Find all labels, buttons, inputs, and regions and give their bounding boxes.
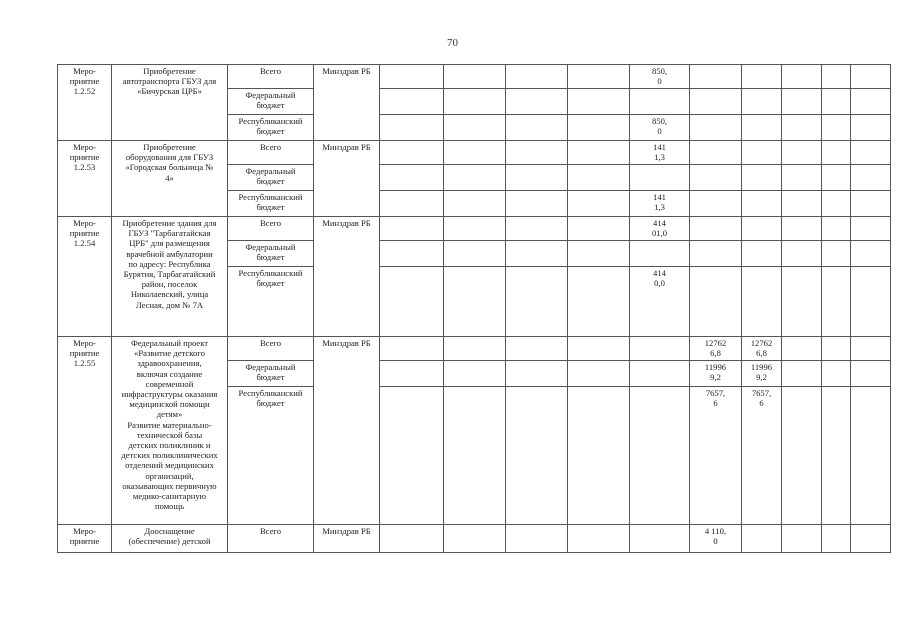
- value-cell: [742, 165, 782, 191]
- value-cell: [444, 267, 506, 337]
- value-cell: [380, 115, 444, 141]
- value-cell: [822, 165, 851, 191]
- value-cell: 850, 0: [630, 65, 690, 89]
- value-cell: [444, 115, 506, 141]
- value-cell: [690, 165, 742, 191]
- value-cell: [851, 337, 891, 361]
- value-cell: [444, 65, 506, 89]
- value-cell: [690, 141, 742, 165]
- value-cell: [568, 361, 630, 387]
- value-cell: [568, 267, 630, 337]
- table-row: [58, 65, 891, 89]
- value-cell: [630, 337, 690, 361]
- value-cell: [782, 337, 822, 361]
- value-cell: [380, 141, 444, 165]
- measure-name: Приобретение оборудования для ГБУЗ «Городская больница № 4»: [112, 141, 228, 217]
- value-cell: [851, 361, 891, 387]
- value-cell: 11996 9,2: [742, 361, 782, 387]
- value-cell: [444, 217, 506, 241]
- value-cell: [568, 241, 630, 267]
- value-cell: [630, 361, 690, 387]
- funding-source: Федеральный бюджет: [228, 165, 314, 191]
- value-cell: [630, 241, 690, 267]
- value-cell: [851, 89, 891, 115]
- value-cell: [782, 217, 822, 241]
- measure-code: Меро- приятие 1.2.53: [58, 141, 112, 217]
- value-cell: [444, 241, 506, 267]
- value-cell: 850, 0: [630, 115, 690, 141]
- value-cell: [380, 361, 444, 387]
- value-cell: 141 1,3: [630, 141, 690, 165]
- value-cell: [742, 267, 782, 337]
- value-cell: [630, 165, 690, 191]
- value-cell: [690, 217, 742, 241]
- value-cell: [851, 115, 891, 141]
- value-cell: [822, 141, 851, 165]
- value-cell: [506, 141, 568, 165]
- funding-source: Всего: [228, 337, 314, 361]
- value-cell: [444, 89, 506, 115]
- value-cell: [380, 191, 444, 217]
- value-cell: [782, 387, 822, 525]
- value-cell: [822, 217, 851, 241]
- funding-source: Всего: [228, 525, 314, 553]
- value-cell: [380, 217, 444, 241]
- value-cell: [782, 361, 822, 387]
- value-cell: [782, 191, 822, 217]
- value-cell: [782, 115, 822, 141]
- value-cell: [782, 65, 822, 89]
- measure-name: Приобретение автотранспорта ГБУЗ для «Бичурская ЦРБ»: [112, 65, 228, 141]
- value-cell: [506, 217, 568, 241]
- measure-code: Меро- приятие: [58, 525, 112, 553]
- value-cell: [742, 89, 782, 115]
- value-cell: [690, 89, 742, 115]
- value-cell: [782, 267, 822, 337]
- value-cell: 414 01,0: [630, 217, 690, 241]
- value-cell: [506, 115, 568, 141]
- value-cell: [822, 115, 851, 141]
- value-cell: [506, 65, 568, 89]
- funding-source: Республиканский бюджет: [228, 191, 314, 217]
- value-cell: [822, 337, 851, 361]
- funding-source: Республиканский бюджет: [228, 115, 314, 141]
- value-cell: [782, 525, 822, 553]
- funding-source: Республиканский бюджет: [228, 267, 314, 337]
- value-cell: [742, 241, 782, 267]
- table-row: [58, 141, 891, 165]
- value-cell: [444, 361, 506, 387]
- value-cell: [851, 267, 891, 337]
- value-cell: [851, 165, 891, 191]
- value-cell: [506, 241, 568, 267]
- funding-source: Республиканский бюджет: [228, 387, 314, 525]
- value-cell: [568, 337, 630, 361]
- value-cell: [380, 241, 444, 267]
- value-cell: [822, 387, 851, 525]
- value-cell: [630, 525, 690, 553]
- value-cell: [822, 525, 851, 553]
- funding-source: Всего: [228, 65, 314, 89]
- value-cell: [380, 337, 444, 361]
- value-cell: 414 0,0: [630, 267, 690, 337]
- value-cell: [568, 387, 630, 525]
- value-cell: 11996 9,2: [690, 361, 742, 387]
- value-cell: [690, 191, 742, 217]
- value-cell: [690, 115, 742, 141]
- value-cell: 12762 6,8: [742, 337, 782, 361]
- executor: Минздрав РБ: [314, 217, 380, 337]
- table-row: [58, 525, 891, 553]
- table-row: [58, 337, 891, 361]
- value-cell: [630, 89, 690, 115]
- value-cell: [568, 141, 630, 165]
- value-cell: [742, 191, 782, 217]
- value-cell: [380, 267, 444, 337]
- value-cell: [851, 217, 891, 241]
- value-cell: 4 110, 0: [690, 525, 742, 553]
- value-cell: [782, 165, 822, 191]
- value-cell: [444, 337, 506, 361]
- value-cell: [742, 65, 782, 89]
- value-cell: 141 1,3: [630, 191, 690, 217]
- funding-source: Федеральный бюджет: [228, 241, 314, 267]
- value-cell: [851, 65, 891, 89]
- value-cell: [782, 141, 822, 165]
- value-cell: [851, 525, 891, 553]
- measure-name: Федеральный проект «Развитие детского здравоохранения, включая создание современной инфраструктуры оказания медицинской помощи детям» Развитие материально- технической базы детских поликлиник и детских поликлинических отделений медицинских организаций, оказывающих первичную медико-санитарную помощь: [112, 337, 228, 525]
- value-cell: 7657, 6: [690, 387, 742, 525]
- value-cell: [380, 525, 444, 553]
- value-cell: [690, 267, 742, 337]
- value-cell: [851, 191, 891, 217]
- table-row: [58, 217, 891, 241]
- value-cell: [506, 165, 568, 191]
- program-measures-table: [57, 64, 891, 553]
- value-cell: [568, 89, 630, 115]
- value-cell: [380, 65, 444, 89]
- measure-name: Дооснащение (обеспечение) детской: [112, 525, 228, 553]
- value-cell: [444, 141, 506, 165]
- value-cell: [630, 387, 690, 525]
- value-cell: [380, 89, 444, 115]
- measure-code: Меро- приятие 1.2.52: [58, 65, 112, 141]
- value-cell: [742, 141, 782, 165]
- value-cell: [822, 89, 851, 115]
- measure-code: Меро- приятие 1.2.55: [58, 337, 112, 525]
- value-cell: [690, 65, 742, 89]
- value-cell: [742, 525, 782, 553]
- value-cell: [506, 337, 568, 361]
- value-cell: [851, 387, 891, 525]
- value-cell: [851, 241, 891, 267]
- executor: Минздрав РБ: [314, 65, 380, 141]
- funding-source: Федеральный бюджет: [228, 361, 314, 387]
- value-cell: [568, 191, 630, 217]
- value-cell: [444, 525, 506, 553]
- executor: Минздрав РБ: [314, 525, 380, 553]
- value-cell: [444, 387, 506, 525]
- value-cell: [742, 115, 782, 141]
- funding-source: Федеральный бюджет: [228, 89, 314, 115]
- value-cell: [506, 361, 568, 387]
- value-cell: [782, 241, 822, 267]
- value-cell: [444, 165, 506, 191]
- funding-source: Всего: [228, 217, 314, 241]
- value-cell: [568, 165, 630, 191]
- measure-name: Приобретение здания для ГБУЗ "Тарбагатайская ЦРБ" для размещения врачебной амбулатории по адресу: Республика Бурятия, Тарбагатайский район, поселок Николаевский, улица Лесная, дом № 7А: [112, 217, 228, 337]
- value-cell: [822, 191, 851, 217]
- value-cell: [822, 361, 851, 387]
- value-cell: [568, 217, 630, 241]
- value-cell: [444, 191, 506, 217]
- value-cell: [822, 65, 851, 89]
- page-number: 70: [447, 37, 458, 49]
- value-cell: [506, 267, 568, 337]
- value-cell: [568, 115, 630, 141]
- value-cell: [851, 141, 891, 165]
- value-cell: 7657, 6: [742, 387, 782, 525]
- measure-code: Меро- приятие 1.2.54: [58, 217, 112, 337]
- value-cell: [380, 387, 444, 525]
- value-cell: [506, 525, 568, 553]
- value-cell: [380, 165, 444, 191]
- value-cell: [568, 65, 630, 89]
- value-cell: [690, 241, 742, 267]
- value-cell: [506, 191, 568, 217]
- value-cell: [822, 267, 851, 337]
- value-cell: [506, 387, 568, 525]
- value-cell: [506, 89, 568, 115]
- funding-source: Всего: [228, 141, 314, 165]
- value-cell: [742, 217, 782, 241]
- value-cell: [822, 241, 851, 267]
- executor: Минздрав РБ: [314, 337, 380, 525]
- value-cell: [568, 525, 630, 553]
- executor: Минздрав РБ: [314, 141, 380, 217]
- value-cell: 12762 6,8: [690, 337, 742, 361]
- value-cell: [782, 89, 822, 115]
